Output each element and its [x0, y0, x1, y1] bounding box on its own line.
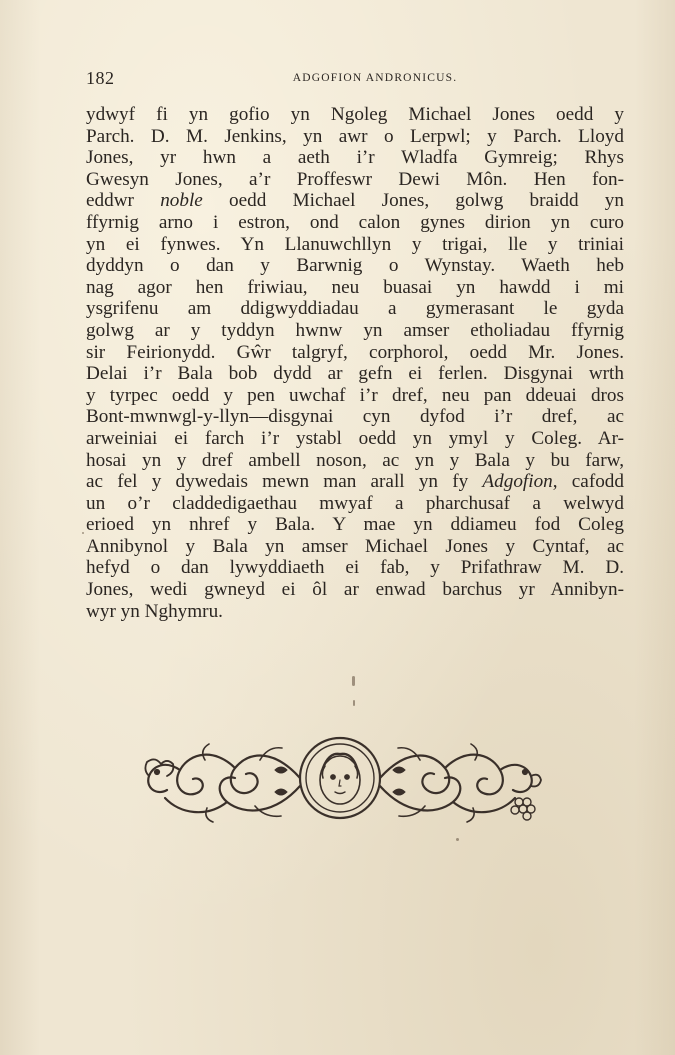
ink-speck: [352, 676, 355, 686]
tailpiece-ornament-icon: [135, 730, 545, 834]
text-line: [86, 342, 624, 364]
text-segment: golwg ar y tyddyn hwnw yn amser etholiadau ffyrnig: [86, 319, 624, 341]
text-segment: Jones, wedi gwneyd ei ôl ar enwad barchus yr Annibyn-: [86, 579, 624, 601]
text-segment: ydwyf fi yn gofio yn Ngoleg Michael Jones oedd y: [86, 104, 624, 125]
text-line: [86, 234, 624, 256]
text-line: [86, 450, 624, 472]
text-line: [86, 190, 624, 212]
italic-text: noble: [160, 190, 203, 212]
text-segment: erioed yn nhref y Bala. Y mae yn ddiameu fod Coleg: [86, 514, 624, 536]
running-head: [86, 68, 624, 90]
ink-speck: [82, 532, 84, 534]
text-line: [86, 126, 624, 148]
text-segment: Parch. D. M. Jenkins, yn awr o Lerpwl; y Parch. Lloyd: [86, 125, 624, 147]
text-line: [86, 385, 624, 407]
text-segment: Gwesyn Jones, a’r Proffeswr Dewi Môn. Hen fon-: [86, 168, 624, 190]
italic-text: Adgofion: [482, 471, 553, 493]
running-title: ADGOFION ANDRONICUS.: [292, 72, 458, 84]
text-line: [86, 212, 624, 234]
text-segment: Jones, yr hwn a aeth i’r Wladfa Gymreig; Rhys: [86, 147, 624, 169]
text-line: [86, 277, 624, 299]
text-segment: y tyrpec oedd y pen uwchaf i’r dref, neu pan ddeuai dros: [86, 384, 624, 406]
text-line: [86, 298, 624, 320]
text-line: [86, 255, 624, 277]
text-line: [86, 536, 624, 558]
text-segment: ysgrifenu am ddigwyddiadau a gymerasant le gyda: [86, 298, 624, 320]
ink-speck: [456, 838, 459, 841]
text-segment: yn ei fynwes. Yn Llanuwchllyn y trigai, lle y triniai: [86, 233, 624, 255]
text-segment: arweiniai ei farch i’r ystabl oedd yn ymyl y Coleg. Ar-: [86, 427, 624, 449]
text-line: [86, 320, 624, 342]
text-line: [86, 104, 624, 126]
text-line: [86, 471, 624, 493]
text-segment: ac fel y dywedais mewn man arall yn fy: [86, 471, 483, 493]
text-segment: Bont-mwnwgl-y-llyn—disgynai cyn dyfod i’r dref, ac: [86, 406, 624, 428]
text-line: [86, 428, 624, 450]
body-text: [86, 104, 624, 622]
text-segment: sir Feirionydd. Gŵr talgryf, corphorol, oedd Mr. Jones.: [86, 341, 624, 363]
ink-speck: [353, 700, 355, 706]
text-line: [86, 514, 624, 536]
text-segment: nag agor hen friwiau, neu buasai yn hawdd i mi: [86, 276, 624, 298]
text-segment: hosai yn y dref ambell noson, ac yn y Bala y bu farw,: [86, 449, 624, 471]
text-line: [86, 363, 624, 385]
page-number: 182: [86, 68, 115, 88]
text-line: [86, 493, 624, 515]
text-line: [86, 147, 624, 169]
text-segment: eddwr: [86, 190, 161, 212]
text-segment: Delai i’r Bala bob dydd ar gefn ei ferlen. Disgynai wrth: [86, 363, 624, 385]
text-segment: oedd Michael Jones, golwg braidd yn: [202, 190, 624, 212]
text-segment: dyddyn o dan y Barwnig o Wynstay. Waeth heb: [86, 255, 624, 277]
text-segment: un o’r claddedigaethau mwyaf a pharchusaf a welwyd: [86, 492, 624, 514]
text-line: [86, 579, 624, 601]
text-line: [86, 406, 624, 428]
text-segment: , cafodd: [552, 471, 624, 493]
text-segment: Annibynol y Bala yn amser Michael Jones y Cyntaf, ac: [86, 535, 624, 557]
text-segment: ffyrnig arno i estron, ond calon gynes dirion yn curo: [86, 211, 624, 233]
text-line: [86, 557, 624, 579]
text-line: [86, 601, 624, 623]
text-line: [86, 169, 624, 191]
text-segment: hefyd o dan lywyddiaeth ei fab, y Prifathraw M. D.: [86, 557, 624, 579]
text-segment: wyr yn Nghymru.: [86, 600, 223, 622]
